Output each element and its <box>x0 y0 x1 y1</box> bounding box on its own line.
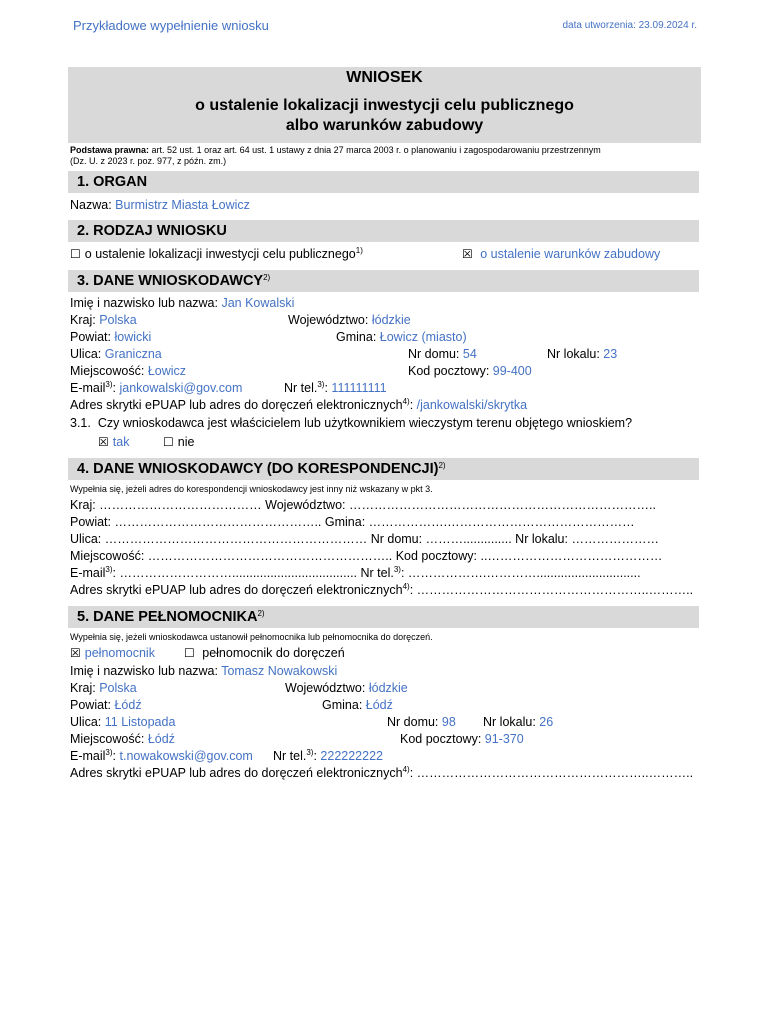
commune-label: Gmina: <box>336 330 377 344</box>
proxy-country-row <box>70 680 137 697</box>
proxy-email-row: E-mail$^{3)}$: t.nowakowski@gov.com <box>70 748 253 763</box>
correspondence-line-2[interactable]: Powiat: ………………………………………….. Gmina: ……………….……………………………………… <box>70 515 635 529</box>
epuap-label: Adres skrytki ePUAP lub adres do doręczeń elektronicznych <box>70 766 403 780</box>
street-label: Ulica: <box>70 347 102 361</box>
footnote-ref: 3) <box>105 748 113 757</box>
question-text: Czy wnioskodawca jest właścicielem lub użytkownikiem wieczystym terenu objętego wnioskiem? <box>97 416 633 430</box>
applicant-street-row <box>70 346 162 363</box>
applicant-name-value[interactable]: Jan Kowalski <box>221 296 295 310</box>
voivodeship-value[interactable]: łódzkie <box>368 681 408 695</box>
email-label: E-mail <box>70 381 106 395</box>
epuap-label: Adres skrytki ePUAP lub adres do doręczeń elektronicznych <box>70 398 403 412</box>
apartment-value[interactable]: 23 <box>603 347 618 361</box>
proxy-apartment-row <box>483 714 553 731</box>
footnote-ref: 1) <box>355 246 363 255</box>
checkbox-unchecked-icon[interactable]: ☐ <box>163 435 174 449</box>
request-type-option-1-label: o ustalenie lokalizacji inwestycji celu publicznego <box>84 247 356 261</box>
section-5-title: 5. DANE PEŁNOMOCNIKA <box>77 609 258 625</box>
checkbox-unchecked-icon[interactable]: ☐ <box>184 646 195 660</box>
creation-date: data utworzenia: 23.09.2024 r. <box>562 20 697 31</box>
voivodeship-value[interactable]: łódzkie <box>371 313 411 327</box>
phone-value[interactable]: 222222222 <box>320 749 383 763</box>
checkbox-checked-icon[interactable]: ☒ <box>70 646 81 660</box>
commune-label: Gmina: <box>322 698 363 712</box>
section-1-header <box>68 171 699 193</box>
footnote-ref: 3) <box>317 380 325 389</box>
postal-code-label: Kod pocztowy: <box>400 732 482 746</box>
house-number-value[interactable]: 54 <box>462 347 477 361</box>
section-4-title: 4. DANE WNIOSKODAWCY (DO KORESPONDENCJI) <box>77 461 439 477</box>
county-value[interactable]: łowicki <box>114 330 152 344</box>
email-label: E-mail <box>70 749 106 763</box>
apartment-label: Nr lokalu: <box>483 715 536 729</box>
apartment-value[interactable]: 26 <box>539 715 554 729</box>
postal-code-label: Kod pocztowy: <box>408 364 490 378</box>
question-number: 3.1. <box>70 416 91 430</box>
epuap-blank[interactable]: : ………………………………………………..……….. <box>409 583 694 597</box>
email-phone-blank[interactable]: : ……………………….................................... Nr tel. <box>112 566 394 580</box>
proxy-locality-row <box>70 731 175 748</box>
locality-label: Miejscowość: <box>70 732 145 746</box>
postal-code-value[interactable]: 99-400 <box>492 364 532 378</box>
applicant-locality-row <box>70 363 186 380</box>
organ-name-row <box>70 197 250 214</box>
proxy-voivodeship-row <box>285 680 408 697</box>
commune-value[interactable]: Łódź <box>365 698 393 712</box>
county-label: Powiat: <box>70 330 111 344</box>
commune-value[interactable]: Łowicz (miasto) <box>379 330 467 344</box>
footnote-ref: 4) <box>402 765 410 774</box>
phone-blank[interactable]: : ……………….………….............................. <box>400 566 641 580</box>
applicant-country-row <box>70 312 137 329</box>
checkbox-checked-icon[interactable]: ☒ <box>98 435 109 449</box>
legal-basis-text: art. 52 ust. 1 oraz art. 64 ust. 1 ustawy z dnia 27 marca 2003 r. o planowaniu i zagospodarowaniu przestrzennym <box>151 145 601 155</box>
footnote-ref: 2) <box>257 609 265 618</box>
apartment-label: Nr lokalu: <box>547 347 600 361</box>
checkbox-checked-icon[interactable]: ☒ <box>462 247 473 261</box>
epuap-value[interactable]: /jankowalski/skrytka <box>416 398 528 412</box>
proxy-county-row <box>70 697 142 714</box>
section-4-header <box>68 458 699 480</box>
county-value[interactable]: Łódź <box>114 698 142 712</box>
email-label: E-mail <box>70 566 106 580</box>
applicant-phone-row: Nr tel.$^{3)}$: 111111111 <box>284 380 387 395</box>
proxy-postal-code-row <box>400 731 524 748</box>
proxy-option-2[interactable] <box>184 645 345 662</box>
example-label: Przykładowe wypełnienie wniosku <box>73 18 269 33</box>
checkbox-unchecked-icon[interactable]: ☐ <box>70 247 81 261</box>
proxy-name-value[interactable]: Tomasz Nowakowski <box>221 664 338 678</box>
correspondence-line-1[interactable]: Kraj: ………………………………… Województwo: ……………………………………………………………….. <box>70 498 656 512</box>
proxy-commune-row <box>322 697 393 714</box>
section-5-note: Wypełnia się, jeżeli wnioskodawca ustanowił pełnomocnika lub pełnomocnika do doręczeń. <box>70 632 433 642</box>
document-title: WNIOSEK <box>346 69 423 86</box>
applicant-epuap-row: Adres skrytki ePUAP lub adres do doręczeń elektronicznych$^{4)}$: /jankowalski/skrytka <box>70 397 528 412</box>
epuap-label: Adres skrytki ePUAP lub adres do doręczeń elektronicznych <box>70 583 403 597</box>
section-2-header <box>68 220 699 242</box>
applicant-email-row: E-mail$^{3)}$: jankowalski@gov.com <box>70 380 243 395</box>
footnote-ref: 2) <box>438 461 446 470</box>
postal-code-value[interactable]: 91-370 <box>484 732 524 746</box>
document-subtitle <box>68 96 701 136</box>
voivodeship-label: Województwo: <box>285 681 366 695</box>
phone-value[interactable]: 111111111 <box>331 381 387 395</box>
house-number-label: Nr domu: <box>387 715 439 729</box>
correspondence-line-3[interactable]: Ulica: ……………………………………………………… Nr domu: ……….............. Nr lokalu: ………………… <box>70 532 659 546</box>
epuap-blank[interactable]: ………………………………………………..……….. <box>416 766 694 780</box>
country-label: Kraj: <box>70 681 96 695</box>
legal-basis-label: Podstawa prawna: <box>70 145 150 155</box>
applicant-name-row <box>70 295 294 312</box>
footnote-ref: 3) <box>306 748 314 757</box>
phone-label: Nr tel. <box>273 749 307 763</box>
legal-basis <box>70 145 700 167</box>
applicant-voivodeship-row <box>288 312 411 329</box>
proxy-street-row <box>70 714 175 731</box>
section-3-title: 3. DANE WNIOSKODAWCY <box>77 273 264 289</box>
applicant-name-label: Imię i nazwisko lub nazwa: <box>70 296 218 310</box>
applicant-county-row <box>70 329 151 346</box>
ownership-no-label: nie <box>177 435 195 449</box>
house-number-value[interactable]: 98 <box>441 715 456 729</box>
applicant-postal-code-row <box>408 363 532 380</box>
locality-value[interactable]: Łódź <box>147 732 175 746</box>
proxy-name-label: Imię i nazwisko lub nazwa: <box>70 664 218 678</box>
correspondence-line-4[interactable]: Miejscowość: ………………………………………………….. Kod pocztowy: ..…………………………………… <box>70 549 663 563</box>
proxy-option-1-label: pełnomocnik <box>84 646 155 660</box>
ownership-yes-option[interactable] <box>98 434 129 451</box>
proxy-epuap-row: Adres skrytki ePUAP lub adres do doręczeń elektronicznych$^{4)}$: ………………………………………………..……….. <box>70 765 694 780</box>
house-number-label: Nr domu: <box>408 347 460 361</box>
email-value[interactable]: jankowalski@gov.com <box>119 381 243 395</box>
request-type-option-1[interactable] <box>70 246 363 264</box>
section-5-header <box>68 606 699 628</box>
footnote-ref: 4) <box>402 582 410 591</box>
section-3-header <box>68 270 699 292</box>
locality-label: Miejscowość: <box>70 364 145 378</box>
footnote-ref: 2) <box>263 273 271 282</box>
applicant-commune-row <box>336 329 467 346</box>
country-value[interactable]: Polska <box>99 313 137 327</box>
subtitle-line-1: o ustalenie lokalizacji inwestycji celu publicznego <box>195 97 574 114</box>
proxy-option-1[interactable] <box>70 645 155 662</box>
organ-name-label: Nazwa: <box>70 198 112 212</box>
county-label: Powiat: <box>70 698 111 712</box>
proxy-option-2-label: pełnomocnik do doręczeń <box>202 646 345 660</box>
footnote-ref: 3) <box>105 565 113 574</box>
applicant-apartment-row <box>547 346 617 363</box>
organ-name-value[interactable]: Burmistrz Miasta Łowicz <box>115 198 250 212</box>
applicant-house-number-row <box>408 346 477 363</box>
street-value[interactable]: 11 Listopada <box>104 715 176 729</box>
street-label: Ulica: <box>70 715 102 729</box>
request-type-option-2[interactable] <box>462 246 660 263</box>
ownership-no-option[interactable] <box>163 434 194 451</box>
voivodeship-label: Województwo: <box>288 313 369 327</box>
proxy-name-row <box>70 663 337 680</box>
footnote-ref: 4) <box>402 397 410 406</box>
section-1-title: 1. ORGAN <box>77 174 148 190</box>
footnote-ref: 3) <box>105 380 113 389</box>
phone-label: Nr tel. <box>284 381 318 395</box>
locality-value[interactable]: Łowicz <box>147 364 187 378</box>
proxy-phone-row: Nr tel.$^{3)}$: 222222222 <box>273 748 383 763</box>
country-label: Kraj: <box>70 313 96 327</box>
proxy-house-number-row <box>387 714 456 731</box>
email-value[interactable]: t.nowakowski@gov.com <box>119 749 253 763</box>
legal-basis-text-2: (Dz. U. z 2023 r. poz. 977, z późn. zm.) <box>70 156 227 166</box>
title-box <box>68 67 701 143</box>
ownership-question <box>70 415 632 432</box>
section-2-title: 2. RODZAJ WNIOSKU <box>77 223 227 239</box>
correspondence-line-5[interactable] <box>70 565 641 583</box>
section-4-note: Wypełnia się, jeżeli adres do korespondencji wnioskodawcy jest inny niż wskazany w pkt 3. <box>70 484 433 494</box>
subtitle-line-2: albo warunków zabudowy <box>285 117 484 134</box>
country-value[interactable]: Polska <box>99 681 137 695</box>
footnote-ref: 3) <box>393 565 401 574</box>
ownership-yes-label: tak <box>112 435 130 449</box>
correspondence-line-6[interactable] <box>70 582 693 600</box>
request-type-option-2-label: o ustalenie warunków zabudowy <box>480 247 661 261</box>
street-value[interactable]: Graniczna <box>104 347 162 361</box>
